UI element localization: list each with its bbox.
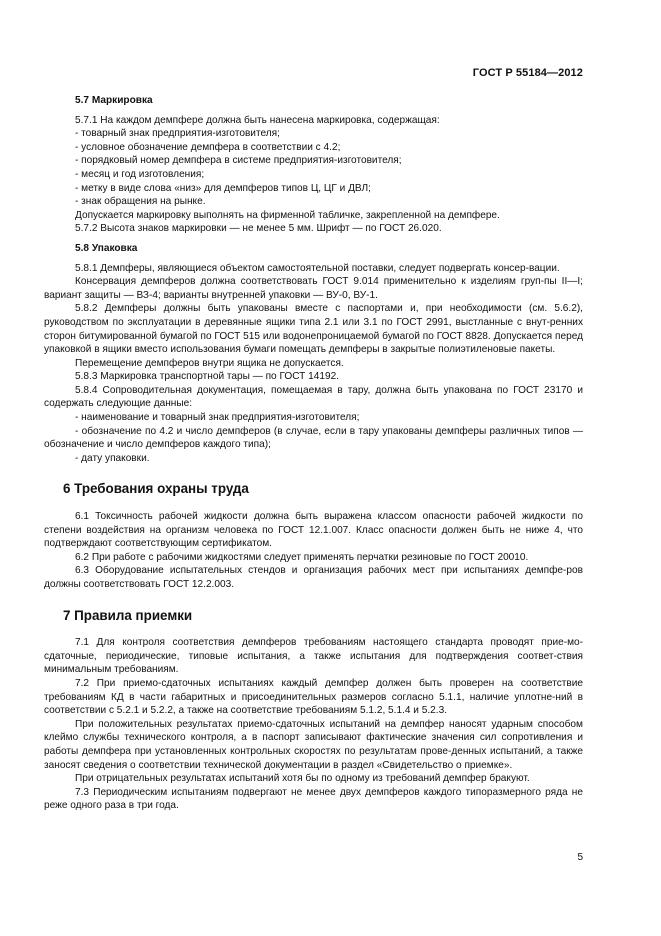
- para-5-8-1: 5.8.1 Демпферы, являющиеся объектом самостоятельной поставки, следует подвергать консер-вации.: [75, 262, 560, 274]
- section-6-body: [44, 510, 583, 592]
- para-allow: Допускается маркировку выполнять на фирменной табличке, закрепленной на демпфере.: [75, 209, 500, 221]
- para-5-8-2: 5.8.2 Демпферы должны быть упакованы вместе с паспортами и, при необходимости (см. 5.6.2), руководством по эксплуатации в деревянные ящики типа 2.1 или 3.1 по ГОСТ 2991, выстланные с внут-ренних сторон битумированной бумагой по ГОСТ 515 или водонепроницаемой бумагой по ГОСТ 8828. Допускается перед упаковкой в ящики вместо использования бумаги помещать демпферы в закрытые полиэтиленовые пакеты.: [44, 303, 583, 356]
- page-number: 5: [577, 852, 583, 863]
- section-6-title: 6 Требования охраны труда: [63, 481, 249, 497]
- list-item: - наименование и товарный знак предприятия-изготовителя;: [75, 412, 360, 424]
- section-5-7-body: [75, 114, 583, 236]
- list-item: - месяц и год изготовления;: [75, 168, 205, 180]
- doc-code-header: ГОСТ Р 55184—2012: [472, 67, 583, 79]
- para-5-7-2: 5.7.2 Высота знаков маркировки — не менее 5 мм. Шрифт — по ГОСТ 26.020.: [75, 223, 442, 235]
- para-move: Перемещение демпферов внутри ящика не допускается.: [75, 357, 344, 369]
- para-5-7-1: 5.7.1 На каждом демпфере должна быть нанесена маркировка, содержащая:: [75, 114, 440, 126]
- para-conservation: Консервация демпферов должна соответствовать ГОСТ 9.014 применительно к изделиям груп-пы II—I; вариант защиты — ВЗ-4; варианты внутренней упаковки — ВУ-0, ВУ-1.: [44, 276, 583, 301]
- para-5-8-3: 5.8.3 Маркировка транспортной тары — по ГОСТ 14192.: [75, 371, 340, 383]
- list-item: - условное обозначение демпфера в соответствии с 4.2;: [75, 141, 341, 153]
- section-5-8-body: [44, 262, 583, 466]
- para-7-3: 7.3 Периодическим испытаниям подвергают не менее двух демпферов каждого типоразмерного ряда не реже одного раза в три года.: [44, 786, 583, 812]
- list-item: - дату упаковки.: [75, 452, 150, 464]
- para-7-1: 7.1 Для контроля соответствия демпферов требованиям настоящего стандарта проводят прие-мо-сдаточные, периодические, типовые испытания, а также испытания для подтверждения соответ-ствия минимальным требованиям.: [44, 637, 583, 676]
- para-positive: При положительных результатах приемо-сдаточных испытаний на демпфер наносят ударным способом клеймо службы технического контроля, а в паспорт записывают фактические значения сил сопротивления и работы демпфера при установленных контрольных скоростях по результатам прове-денных испытаний, а также заносят сведения о соответствии технической документации в раздел «Свидетельство о приемке».: [44, 718, 583, 771]
- section-7-title: 7 Правила приемки: [63, 607, 193, 623]
- para-negative: При отрицательных результатах испытаний хотя бы по одному из требований демпфер бракуют.: [75, 773, 530, 785]
- list-item: - порядковый номер демпфера в системе предприятия-изготовителя;: [75, 155, 402, 167]
- list-item: - товарный знак предприятия-изготовителя;: [75, 128, 280, 140]
- para-7-2: 7.2 При приемо-сдаточных испытаниях каждый демпфер должен быть проверен на соответствие требованиям КД в части габаритных и присоединительных размеров согласно 5.1.1, наличие уплотне-ний в соответствии с 5.2.1 и 5.2.2, а также на соответствие требованиям 5.1.2, 5.1.4 и 5.2.3.: [44, 677, 583, 717]
- list-item: - обозначение по 4.2 и число демпферов (в случае, если в тару упакованы демпферы различных типов — обозначение и число демпферов каждого типа);: [44, 425, 583, 451]
- para-6-2: 6.2 При работе с рабочими жидкостями следует применять перчатки резиновые по ГОСТ 20010.: [75, 551, 529, 563]
- page-content: [44, 94, 583, 813]
- section-7-body: [44, 636, 583, 813]
- list-item: - знак обращения на рынке.: [75, 196, 206, 208]
- section-5-8-title: 5.8 Упаковка: [75, 242, 138, 254]
- para-6-1: 6.1 Токсичность рабочей жидкости должна быть выражена классом опасности рабочей жидкости по степени воздействия на организм человека по ГОСТ 12.1.007. Класс опасности должен быть не ниже 4, что подтверждают соответствующим сертификатом.: [44, 511, 583, 550]
- list-item: - метку в виде слова «низ» для демпферов типов Ц, ЦГ и ДВЛ;: [75, 182, 371, 194]
- para-5-8-4: 5.8.4 Сопроводительная документация, помещаемая в тару, должна быть упакована по ГОСТ 23170 и содержать следующие данные:: [44, 384, 583, 410]
- section-5-7-title: 5.7 Маркировка: [75, 95, 153, 106]
- para-6-3: 6.3 Оборудование испытательных стендов и организация рабочих мест при испытаниях демпфе-ров должны соответствовать ГОСТ 12.2.003.: [44, 565, 583, 590]
